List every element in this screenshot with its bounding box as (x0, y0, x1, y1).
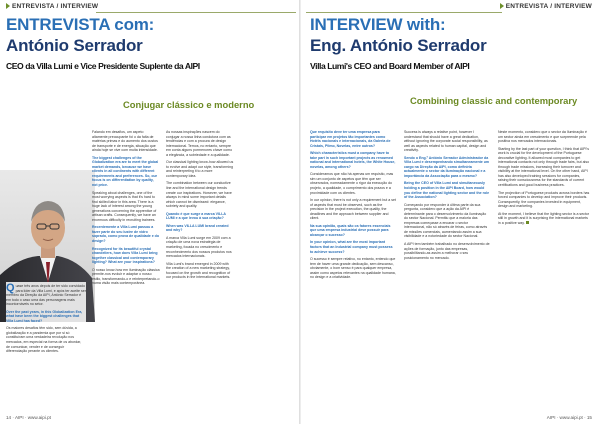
question-en: Being the CEO of Villa Lumi and simultaneously holding a position in the AIPI Board, how would you define the national lighting sector and the role of the Association? (404, 181, 490, 200)
right-page (300, 0, 600, 424)
answer-en: Our classical lighting know-how allowed us to evolve and adapt our style, transforming and reinterpreting it to a more contemporary idea. (166, 160, 234, 178)
answer-en: The biggest challenges of the Globalization era are to meet the global market demands, because we have clients in all continents with different requirements and preferences. So, our focus is on differentiation by quality, not price. (92, 155, 159, 188)
answer: Falando em desafios, um aspeto altamente preocupante foi o da falta de matérias primas e do aumento dos custos de transporte e de energia, situação que ainda hoje se vive com muita intensidade. (92, 130, 158, 153)
left-column-3 (166, 130, 234, 410)
answer: Neste momento, considero que o sector da Iluminação é um sector ainda em crescimento e que surpreende pela positiva nos mercados internacionais. (498, 130, 587, 144)
section-label: ENTREVISTA / INTERVIEW (500, 3, 592, 10)
question-en: Recognized for its beautiful crystal chandeliers, how does Villa Lumi bring together classical and contemporary lighting? What are your inspirations? (92, 246, 158, 265)
answer: Começando por responder à última parte da sua pergunta, considero que a ação da AIPI é determinante para o desenvolvimento da iluminação do sector Nacional. Permitiu que a maioria das empresas começasse a encarar o sector internacional, não só através de feiras, como através de missões comerciais, aumentando assim a sua visibilidade e a notoriedade do sector Nacional. (404, 202, 488, 239)
answer-en: The projection of Portuguese products across borders has forced companies to develop and improve their products. Consequently, the companies invested in equipment, design and marketing. (498, 190, 590, 209)
drop-cap: Q (6, 282, 15, 294)
answer: A AIPI tem também trabalhado no desenvolvimento de ações de formação, junto das empresas, possibilitando-as assim a melhorar o seu posicionamento no mercado. (404, 242, 490, 260)
answer-en: Speaking about challenges, one of the most worrying aspects is that it's hard to find skilled labor in this area. There is a huge lack of interest among the young generations concerning the apprentice of artisan crafts. Consequently, we have an enormous difficulty in recruiting trainees. (92, 190, 157, 222)
left-title-line2: António Serrador (6, 36, 143, 55)
right-column-1 (310, 130, 396, 410)
answer: O sucesso é sempre relativo, no entanto, entendo que tem de haver uma grande dedicação, sem descanso, obviamente, o bom senso é para qualquer empresa, assim como aspetos relevantes na qualidade humana, no design e a criatividade. (310, 257, 396, 280)
answer: Os maiores desafios têm sido, sem dúvida, a globalização e a pandemia que por si só constituíram uma verdadeira revolução nos mercados, em especial na forma de os abordar, de comunicar, vender e de conseguir diferenciação perante os clientes. (6, 326, 82, 354)
right-title-line1: INTERVIEW with: (310, 15, 446, 34)
right-column-2 (404, 130, 490, 410)
section-rule (96, 12, 296, 13)
question-en: Which characteristics must a company have to take part in such important projects as renowned national and international hotels, the White House, novelas, among others? (310, 151, 396, 169)
question: Na sua opinião, quais são os fatores essenciais que uma empresa industrial deve possuir para alcançar o sucesso? (310, 223, 391, 237)
answer-en: In our opinion, there is not only a requirement but a set of aspects that must be observed, such as the precision in the project execution, the quality, the deadlines and the approach between supplier and client. (310, 198, 396, 221)
spread-fold (299, 0, 301, 424)
right-footer: AIPI · www.aipi.pt · 15 (546, 415, 592, 420)
triangle-marker-icon (6, 3, 10, 9)
answer-en: Success is always a relative point, however I understand that should have a great dedication, without ignoring the corporate social responsibility, as well as aspects related to human capital, design and creativity. (404, 130, 488, 153)
question: Quando é que surge a marca VILLA LUMI e a que levou à sua criação? (166, 211, 226, 221)
answer: A marca Villa Lumi surge em 2009 com a criação de uma nova estratégia de marketing, focada no crescimento e reconhecimento dos nossos produtos nos mercados internacionais. (166, 235, 232, 259)
question: Recentemente a Villa Lumi passou a fazer parte do seu lustre de vidro soprado, como prova de qualidade e do design? (92, 225, 160, 244)
left-subtitle: CEO da Villa Lumi e Vice Presidente Suplente da AIPI (6, 61, 200, 71)
left-column-2 (92, 130, 160, 410)
question-en: In your opinion, what are the most important factors that an Industrial company must possess to achieve success? (310, 240, 393, 254)
answer-en: Starting by the last part of your question, I think that AIPI's work is crucial for the development of the Portuguese decorative lighting. It allowed most companies to get international contacts not only through trade fairs, but also through trade missions, increasing their turnover and visibility at the international level. On the other hand, AIPI has also developed training sessions for companies, raising their consciousness for the standards of current certifications and good business practices. (498, 146, 590, 188)
answer: As nossas inspirações nascem do conjugar a nossa linha condutora com as tendências e com a procura de design internacional. Temos, no entanto, sempre em conta alguns pormenores chave como a elegância, a sobriedade e a qualidade. (166, 130, 233, 157)
right-deck: Combining classic and contemporary (410, 95, 578, 106)
square-end-icon (526, 221, 529, 224)
left-column-1 (6, 282, 86, 402)
section-label: ENTREVISTA / INTERVIEW (6, 3, 98, 10)
left-deck: Conjugar clássico e moderno (123, 99, 255, 110)
triangle-marker-icon (500, 3, 504, 9)
question: Sendo o Eng.º António Serrador Administrador da Villa Lumi e desempenhando simultaneamente um cargo na Direção da AIPI, como definiria actualmente o sector da Iluminação nacional e a importância da Associação para o mesmo? (404, 155, 490, 178)
left-title-line1: ENTREVISTA com: (6, 15, 155, 34)
answer-en: The combination between our conductive line and the international design trends create our inspirations. However, we have always in mind some important details which cannot be dismissed: elegance, sobriety and quality. (166, 181, 232, 209)
right-subtitle: Villa Lumi's CEO and Board Member of AIPI (310, 61, 470, 71)
answer-en: At the moment, I believe that the lighting sector is a sector still in growth and it is surprising the international markets in a positive way. (498, 211, 590, 225)
intro-paragraph: Q uase três anos depois de ter sido convidado para líder da Villa Lumi, e após ter aceite ser membro da Direção da AIPI, António Serrador é em todo o caso uma das personagens mais incontornáveis no setor. (6, 282, 86, 307)
answer: O nosso know-how em iluminação clássica permite-nos evoluir e adaptar o nosso estilo, transformando-o e reinterpretando-o numa visão mais contemporânea. (92, 267, 160, 286)
section-rule (306, 12, 502, 13)
left-footer: 14 · AIPI · www.aipi.pt (6, 415, 51, 420)
answer-en: Villa Lumi's brand emerged in 2009 with the creation of a new marketing strategy, focused on the growth and recognition of our products in the international markets. (166, 261, 231, 280)
question-en: When was VILLA LUMI brand created and why? (166, 223, 229, 233)
question: Que requisito deve ter uma empresa para participar em projetos tão importantes como Hotéis nacionais e internacionais, da Galeria de Cristais, Plimo, Novelas, entre outros? (310, 130, 391, 148)
right-column-3 (498, 130, 590, 410)
question: Over the past years, in this Globalization Era, what have been the biggest challenges that Villa Lumi has faced? (6, 309, 83, 323)
answer: Consideramos que não há apenas um requisito, mas sim um conjunto de aspetos que têm que ser observados, nomeadamente o rigor da execução do projeto, a qualidade, o cumprimento dos prazos e a proximidade com os clientes. (310, 172, 394, 195)
right-title-line2: Eng. António Serrador (310, 36, 487, 55)
